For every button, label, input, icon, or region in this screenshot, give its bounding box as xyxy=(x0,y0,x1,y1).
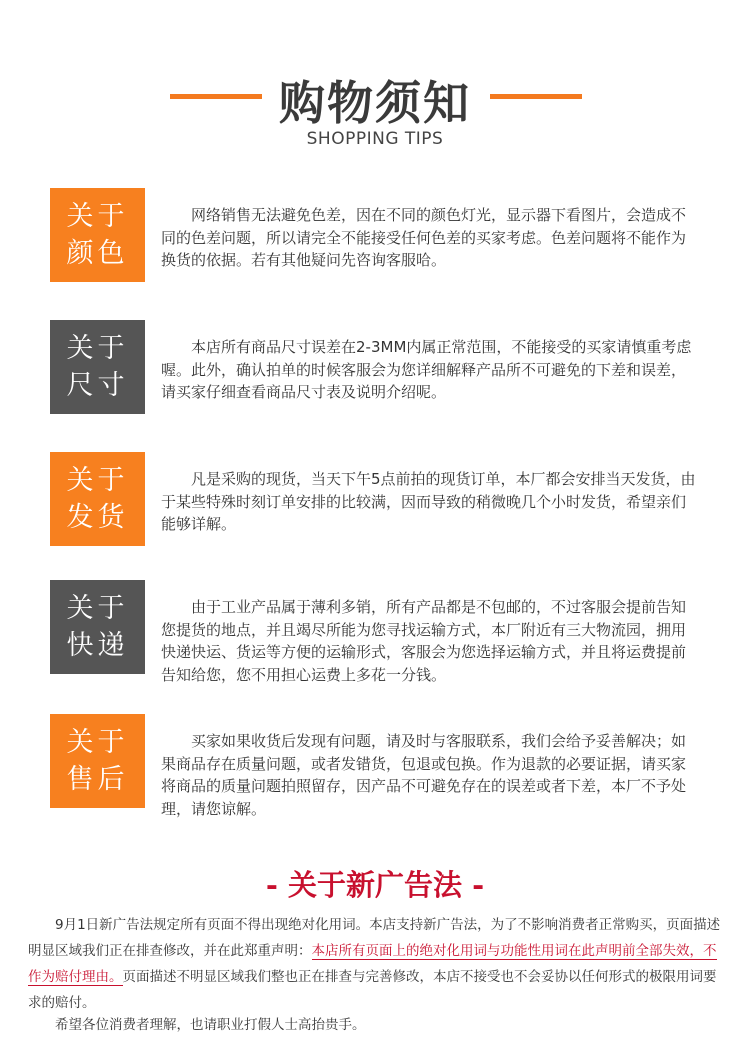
section-aftersales xyxy=(50,714,700,818)
ad-law-closing: 希望各位消费者理解，也请职业打假人士高抬贵手。 xyxy=(55,1017,366,1033)
section-text: 由于工业产品属于薄利多销，所有产品都是不包邮的，不过客服会提前告知您提货的地点，并且竭尽所能为您寻找运输方式，本厂附近有三大物流园，拥用快递快运、货运等方便的运输形式，客服会为您选择运输方式，并且将运费提前告知给您，您不用担心运费上多花一分钱。 xyxy=(161,598,687,684)
section-color xyxy=(50,188,700,282)
section-badge xyxy=(50,452,145,546)
badge-line1: 关于 xyxy=(66,333,129,364)
badge-line1: 关于 xyxy=(66,465,129,496)
section-shipping xyxy=(50,452,700,546)
page-subtitle: SHOPPING TIPS xyxy=(306,129,444,149)
badge-line2: 尺寸 xyxy=(66,370,129,401)
section-badge xyxy=(50,320,145,414)
ad-law-title: - 关于新广告法 - xyxy=(265,868,485,902)
ad-law-text-end: 页面描述不明显区域我们整也正在排查与完善修改，本店不接受也不会妥协以任何形式的极限用词要求的赔付。 xyxy=(28,969,717,1011)
title-decoration-right xyxy=(490,94,582,99)
section-size xyxy=(50,320,700,414)
section-badge xyxy=(50,188,145,282)
badge-line1: 关于 xyxy=(66,201,129,232)
section-text: 本店所有商品尺寸误差在2-3MM内属正常范围，不能接受的买家请慎重考虑喔。此外，确认拍单的时候客服会为您详细解释产品所不可避免的下差和误差，请买家仔细查看商品尺寸表及说明介绍呢。 xyxy=(161,338,692,401)
badge-line1: 关于 xyxy=(66,593,129,624)
ad-law-statement xyxy=(28,912,728,1016)
badge-line2: 颜色 xyxy=(66,238,129,269)
section-badge xyxy=(50,714,145,808)
badge-line2: 快递 xyxy=(66,630,129,661)
ad-law-text-start: 9月1日新广告法规定所有页面不得出现绝对化用词。本店支持新广告法，为了不影响消费者正常购买，页面描述明显区域我们正在排查修改，并在此郑重声明： xyxy=(28,917,721,959)
section-text: 买家如果收货后发现有问题，请及时与客服联系，我们会给予妥善解决；如果商品存在质量问题，或者发错货，包退或包换。作为退款的必要证据，请买家将商品的质量问题拍照留存，因产品不可避免存在的误差或者下差，本厂不予处理，请您谅解。 xyxy=(161,732,687,818)
section-text: 凡是采购的现货，当天下午5点前拍的现货订单，本厂都会安排当天发货，由于某些特殊时刻订单安排的比较满，因而导致的稍微晚几个小时发货，希望亲们能够详解。 xyxy=(161,470,696,533)
section-badge xyxy=(50,580,145,674)
page-title: 购物须知 xyxy=(279,76,471,130)
ad-law-highlight: 本店所有页面上的绝对化用词与功能性用词在此声明前全部失效，不作为赔付理由。 xyxy=(28,943,717,985)
header xyxy=(0,55,750,155)
badge-line2: 发货 xyxy=(66,502,129,533)
badge-line1: 关于 xyxy=(66,727,129,758)
section-courier xyxy=(50,580,700,684)
badge-line2: 售后 xyxy=(66,764,129,795)
section-text: 网络销售无法避免色差，因在不同的颜色灯光，显示器下看图片，会造成不同的色差问题，所以请完全不能接受任何色差的买家考虑。色差问题将不能作为换货的依据。若有其他疑问先咨询客服哈。 xyxy=(161,206,687,269)
